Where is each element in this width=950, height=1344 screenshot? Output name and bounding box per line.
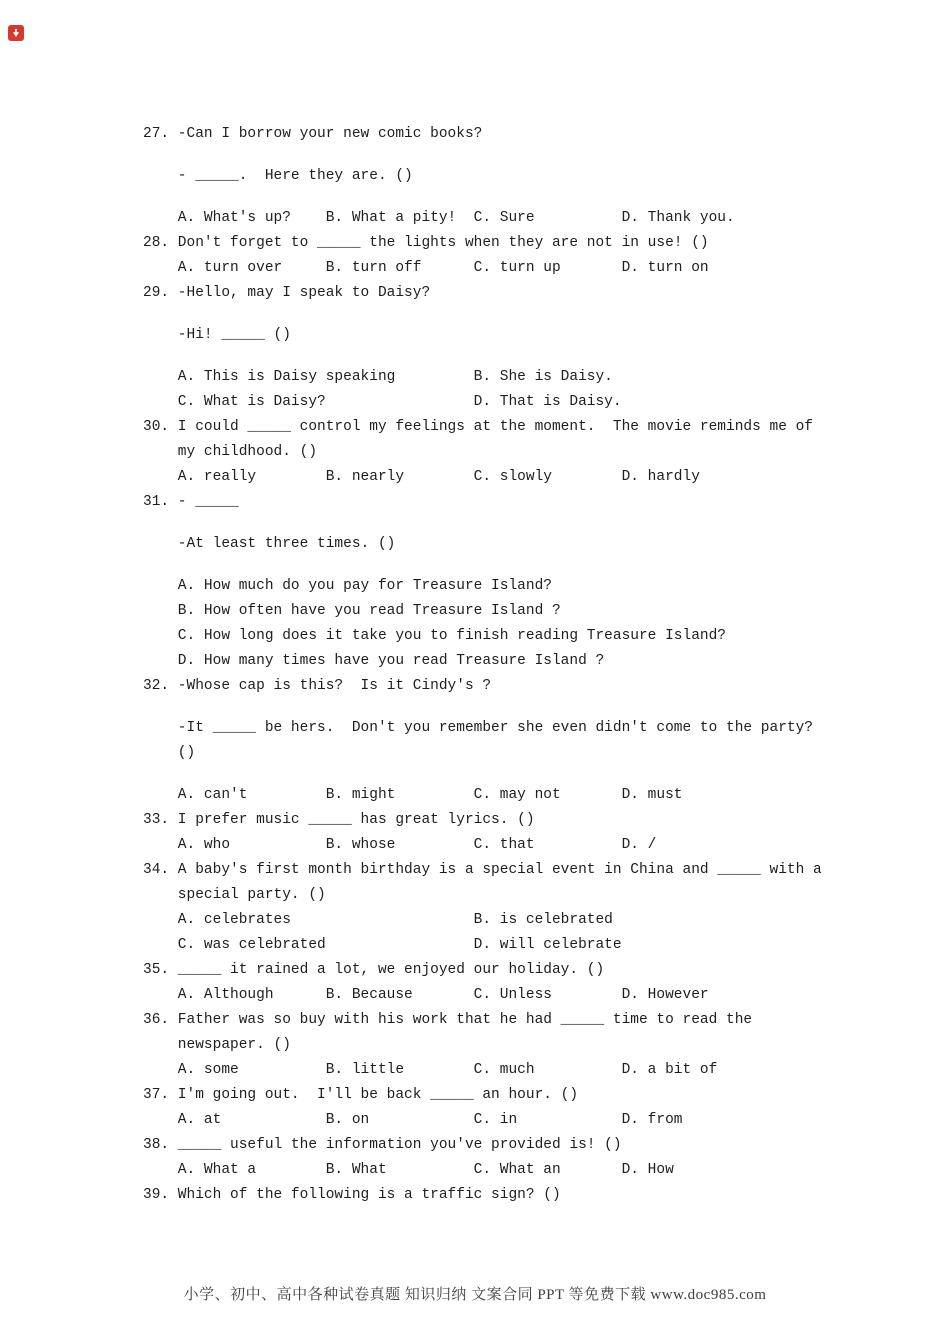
question-text-line: -It _____ be hers. Don't you remember she even didn't come to the party? [143,720,814,736]
question-text-line: B. How often have you read Treasure Island ? [143,603,561,619]
question-text-line: A. This is Daisy speaking B. She is Daisy. [143,369,613,385]
question-text-line: A. turn over B. turn off C. turn up D. turn on [143,260,709,276]
question-text-line: A. can't B. might C. may not D. must [143,787,683,803]
question-text-line: 37. I'm going out. I'll be back _____ an hour. () [143,1087,579,1103]
question-text-line: A. some B. little C. much D. a bit of [143,1062,718,1078]
question-text-line: special party. () [143,887,326,903]
question-text-line: 39. Which of the following is a traffic sign? () [143,1187,561,1203]
question-text-line: A. at B. on C. in D. from [143,1112,683,1128]
doc-download-logo-icon [8,25,24,41]
question-text-line: A. celebrates B. is celebrated [143,912,613,928]
blank-line [143,189,930,206]
question-text-line: A. who B. whose C. that D. / [143,837,657,853]
blank-line [143,147,930,164]
question-text-line: D. How many times have you read Treasure Island ? [143,653,605,669]
blank-line [143,766,930,783]
question-text-line: 32. -Whose cap is this? Is it Cindy's ? [143,678,492,694]
question-text-line: newspaper. () [143,1037,291,1053]
question-text-line: C. What is Daisy? D. That is Daisy. [143,394,622,410]
blank-line [143,515,930,532]
question-text-line: () [143,745,196,761]
blank-line [143,699,930,716]
question-text-line: my childhood. () [143,444,318,460]
question-text-line: 35. _____ it rained a lot, we enjoyed our holiday. () [143,962,605,978]
question-text-line: 31. - _____ [143,494,239,510]
question-text-line: 33. I prefer music _____ has great lyrics. () [143,812,535,828]
blank-line [143,557,930,574]
question-text-line: -At least three times. () [143,536,396,552]
question-text-line: C. How long does it take you to finish reading Treasure Island? [143,628,726,644]
blank-line [143,306,930,323]
question-text-line: 28. Don't forget to _____ the lights when they are not in use! () [143,235,709,251]
question-text-line: 29. -Hello, may I speak to Daisy? [143,285,431,301]
question-text-line: A. How much do you pay for Treasure Island? [143,578,552,594]
question-text-line: -Hi! _____ () [143,327,291,343]
question-text-line: 30. I could _____ control my feelings at the moment. The movie reminds me of [143,419,814,435]
question-text-line: A. What's up? B. What a pity! C. Sure D. Thank you. [143,210,735,226]
question-text-line: A. really B. nearly C. slowly D. hardly [143,469,700,485]
question-text-line: C. was celebrated D. will celebrate [143,937,622,953]
question-text-line: 36. Father was so buy with his work that he had _____ time to read the [143,1012,753,1028]
question-text-line: 38. _____ useful the information you've provided is! () [143,1137,622,1153]
question-text-line: A. What a B. What C. What an D. How [143,1162,674,1178]
blank-line [143,348,930,365]
question-text-line: 34. A baby's first month birthday is a special event in China and _____ with a [143,862,822,878]
question-text-line: - _____. Here they are. () [143,168,413,184]
question-text-line: A. Although B. Because C. Unless D. However [143,987,709,1003]
footer-watermark: 小学、初中、高中各种试卷真题 知识归纳 文案合同 PPT 等免费下载 www.doc985.com [183,1287,767,1303]
document-lines [143,122,930,1208]
question-text-line: 27. -Can I borrow your new comic books? [143,126,483,142]
